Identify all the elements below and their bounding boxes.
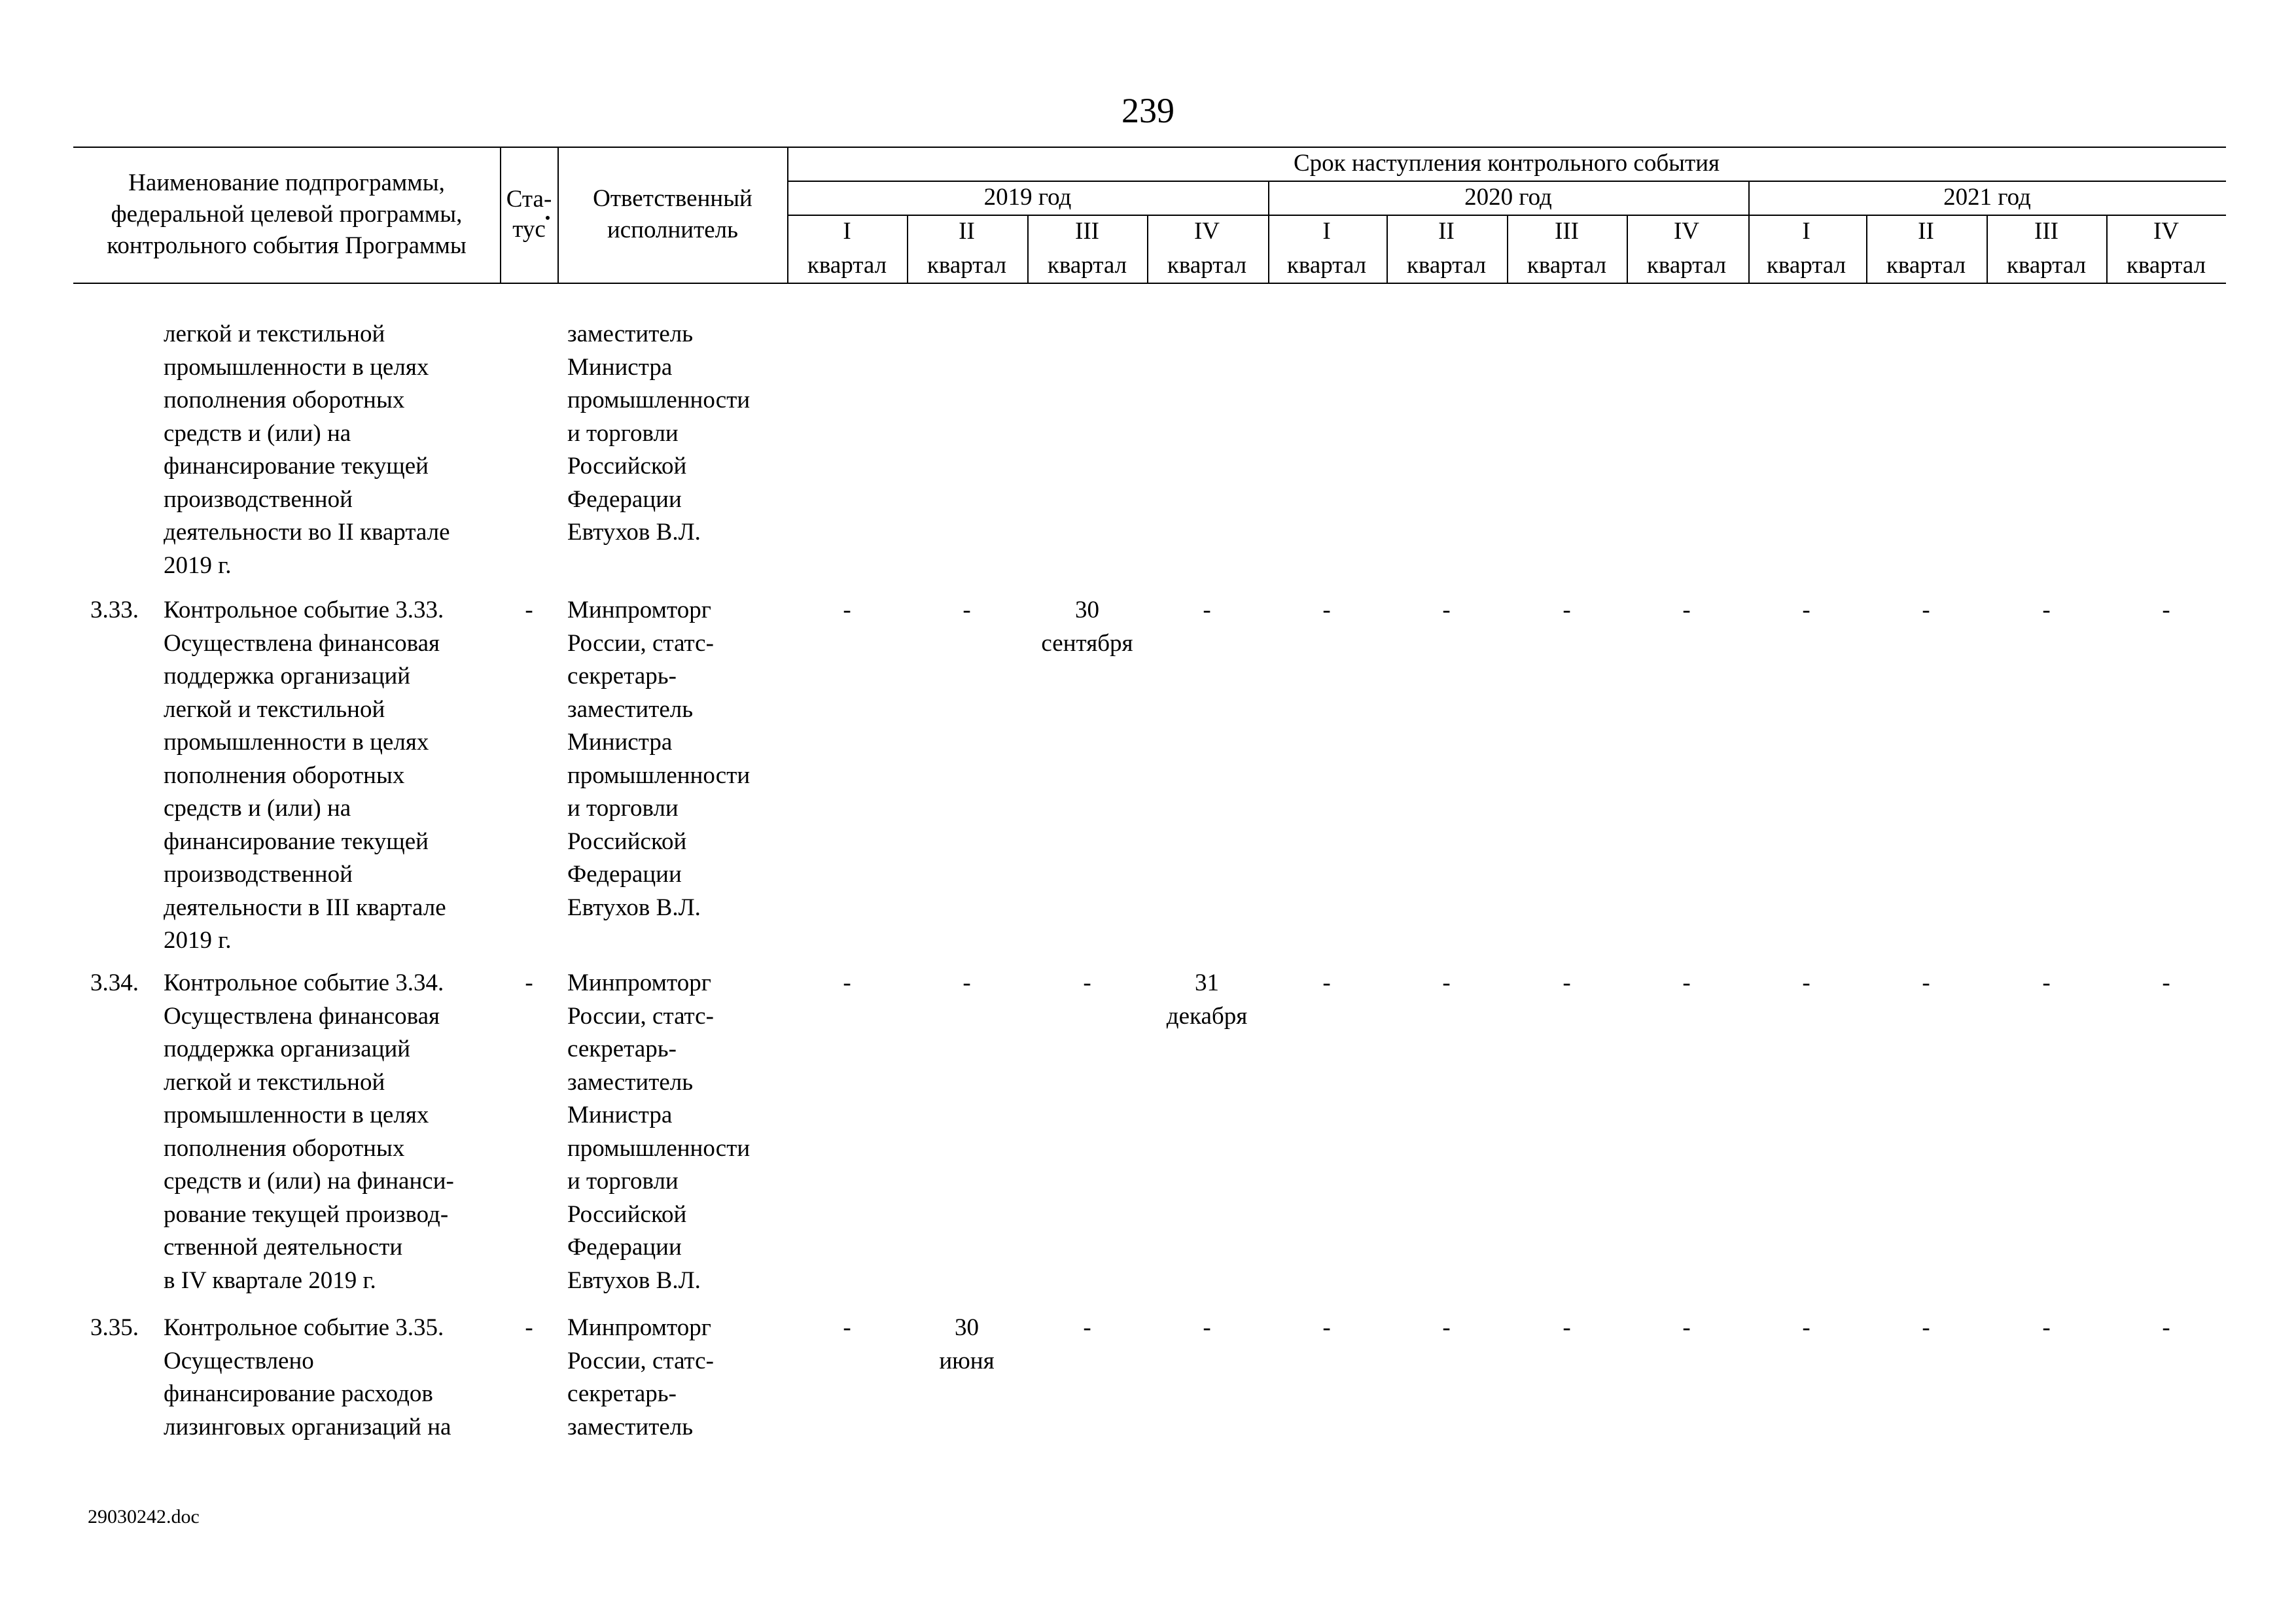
quarter-numeral: I bbox=[1802, 218, 1810, 245]
quarter-label: квартал bbox=[2126, 252, 2206, 279]
header-name-column: Наименование подпрограммы, федеральной целевой программы, контрольного события Программы bbox=[107, 169, 467, 259]
row-event-name: Контрольное событие 3.34. Осуществлена финансовая поддержка организаций легкой и текстильной промышленности в целях пополнения оборотных средств и (или) на финанси- рование текущей производ- ственной деятельности в IV квартале 2019 г. bbox=[164, 969, 454, 1294]
row-quarter-value: - bbox=[2042, 597, 2051, 623]
quarter-label: квартал bbox=[807, 252, 887, 279]
row-quarter-value: - bbox=[2042, 1314, 2051, 1341]
row-quarter-value: - bbox=[1922, 597, 1930, 623]
quarter-numeral: I bbox=[843, 218, 851, 245]
row-responsible: заместитель Министра промышленности и торговли Российской Федерации Евтухов В.Л. bbox=[567, 321, 751, 546]
row-responsible: Минпромторг России, статс- секретарь- заместитель Министра промышленности и торговли Российской Федерации Евтухов В.Л. bbox=[567, 969, 751, 1294]
quarter-numeral: III bbox=[1075, 218, 1099, 245]
row-quarter-value: - bbox=[2042, 969, 2051, 996]
row-number: 3.33. bbox=[90, 597, 139, 623]
header-year-2019: 2019 год bbox=[983, 184, 1072, 211]
row-event-name: Контрольное событие 3.35. Осуществлено финансирование расходов лизинговых организаций на bbox=[164, 1314, 451, 1440]
row-quarter-value: - bbox=[843, 969, 851, 996]
row-quarter-value: - bbox=[1322, 597, 1331, 623]
row-quarter-value: - bbox=[1802, 597, 1810, 623]
quarter-numeral: II bbox=[959, 218, 975, 245]
row-quarter-value: - bbox=[1083, 1314, 1091, 1341]
row-quarter-value: - bbox=[2162, 969, 2170, 996]
header-year-2020: 2020 год bbox=[1464, 184, 1552, 211]
row-quarter-value: - bbox=[843, 597, 851, 623]
header-bottom-rule bbox=[73, 283, 2226, 284]
row-responsible: Минпромторг России, статс- секретарь- заместитель bbox=[567, 1314, 714, 1440]
quarter-numeral: IV bbox=[1673, 218, 1700, 245]
row-quarter-value: - bbox=[2162, 1314, 2170, 1341]
header-status-column: Ста- тус bbox=[506, 186, 552, 243]
row-quarter-value: - bbox=[2162, 597, 2170, 623]
quarter-label: квартал bbox=[1286, 252, 1367, 279]
row-quarter-value: - bbox=[1322, 1314, 1331, 1341]
quarter-label: квартал bbox=[1527, 252, 1607, 279]
row-quarter-value: - bbox=[1442, 597, 1451, 623]
row-quarter-value: - bbox=[1563, 969, 1571, 996]
quarter-numeral: IV bbox=[2153, 218, 2180, 245]
row-quarter-value: 30 июня bbox=[939, 1314, 995, 1374]
row-quarter-value: - bbox=[963, 597, 971, 623]
header-year-2021: 2021 год bbox=[1943, 184, 2031, 211]
quarter-label: квартал bbox=[2006, 252, 2087, 279]
row-quarter-value: - bbox=[1203, 1314, 1211, 1341]
row-quarter-value: - bbox=[1322, 969, 1331, 996]
quarter-numeral: I bbox=[1322, 218, 1331, 245]
row-status: - bbox=[525, 969, 533, 996]
row-quarter-value: - bbox=[1203, 597, 1211, 623]
quarter-numeral: II bbox=[1918, 218, 1934, 245]
header-responsible-column: Ответственный исполнитель bbox=[593, 185, 752, 243]
quarter-numeral: III bbox=[1555, 218, 1579, 245]
quarter-label: квартал bbox=[1886, 252, 1966, 279]
row-quarter-value: - bbox=[843, 1314, 851, 1341]
row-quarter-value: - bbox=[1802, 969, 1810, 996]
row-number: 3.35. bbox=[90, 1314, 139, 1341]
row-quarter-value: - bbox=[1922, 969, 1930, 996]
row-quarter-value: 31 декабря bbox=[1166, 969, 1248, 1030]
quarter-numeral: IV bbox=[1193, 218, 1220, 245]
row-quarter-value: - bbox=[1682, 597, 1691, 623]
row-quarter-value: - bbox=[1563, 597, 1571, 623]
row-quarter-value: - bbox=[963, 969, 971, 996]
row-quarter-value: - bbox=[1083, 969, 1091, 996]
quarter-numeral: II bbox=[1438, 218, 1455, 245]
row-quarter-value: 30 сентября bbox=[1041, 597, 1133, 657]
quarter-label: квартал bbox=[1167, 252, 1247, 279]
row-quarter-value: - bbox=[1682, 1314, 1691, 1341]
quarter-label: квартал bbox=[1646, 252, 1727, 279]
quarter-label: квартал bbox=[1047, 252, 1127, 279]
row-status: - bbox=[525, 597, 533, 623]
row-event-name: Контрольное событие 3.33. Осуществлена финансовая поддержка организаций легкой и текстильной промышленности в целях пополнения оборотных средств и (или) на финансирование текущей производственной деятельности в III квартале 2019 г. bbox=[164, 597, 446, 954]
quarter-label: квартал bbox=[1766, 252, 1846, 279]
row-quarter-value: - bbox=[1563, 1314, 1571, 1341]
header-deadline-title: Срок наступления контрольного события bbox=[1293, 150, 1720, 177]
row-quarter-value: - bbox=[1922, 1314, 1930, 1341]
row-quarter-value: - bbox=[1802, 1314, 1810, 1341]
row-status: - bbox=[525, 1314, 533, 1341]
row-event-name: легкой и текстильной промышленности в целях пополнения оборотных средств и (или) на финансирование текущей производственной деятельности во II квартале 2019 г. bbox=[164, 321, 450, 579]
row-quarter-value: - bbox=[1442, 969, 1451, 996]
page-number: 239 bbox=[1122, 91, 1174, 130]
quarter-label: квартал bbox=[927, 252, 1007, 279]
row-quarter-value: - bbox=[1682, 969, 1691, 996]
row-number: 3.34. bbox=[90, 969, 139, 996]
status-footnote-dot bbox=[546, 216, 550, 220]
quarter-label: квартал bbox=[1406, 252, 1487, 279]
quarter-numeral: III bbox=[2034, 218, 2058, 245]
row-quarter-value: - bbox=[1442, 1314, 1451, 1341]
document-filename: 29030242.doc bbox=[88, 1506, 200, 1527]
row-responsible: Минпромторг России, статс- секретарь- заместитель Министра промышленности и торговли Российской Федерации Евтухов В.Л. bbox=[567, 597, 751, 921]
